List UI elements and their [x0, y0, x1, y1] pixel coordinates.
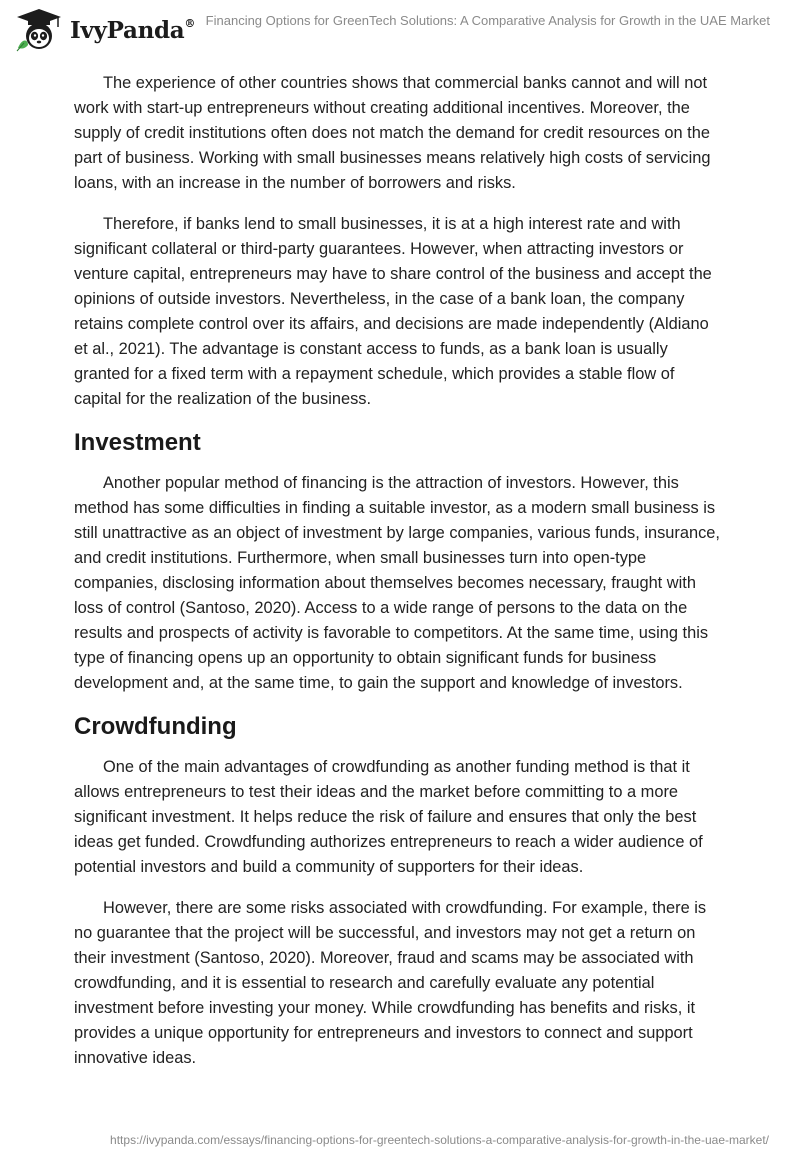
- essay-body: [74, 71, 724, 1087]
- logo-wordmark: IvyPanda®: [70, 16, 196, 44]
- paragraph-crowdfunding-risks: However, there are some risks associated with crowdfunding. For example, there is no guarantee that the project will be successful, and investors may not get a return on their investment (Santoso, 2020). Moreover, fraud and scams may be associated with crowdfunding, and it is essential to research and carefully evaluate any potential investment before investing your money. While crowdfunding has benefits and risks, it provides a unique opportunity for entrepreneurs and investors to connect and support innovative ideas.: [74, 899, 707, 1067]
- paragraph-crowdfunding-advantages: One of the main advantages of crowdfunding as another funding method is that it allows entrepreneurs to test their ideas and the market before committing to a more significant investment. It helps reduce the risk of failure and ensures that only the best ideas get funded. Crowdfunding authorizes entrepreneurs to reach a wider audience of potential investors and build a community of supporters for their ideas.: [74, 758, 703, 876]
- document-title: Financing Options for GreenTech Solutions: A Comparative Analysis for Growth in the UAE Market: [205, 13, 770, 28]
- heading-investment: Investment: [74, 429, 201, 456]
- heading-crowdfunding: Crowdfunding: [74, 713, 237, 740]
- paragraph-investment: Another popular method of financing is the attraction of investors. However, this method has some difficulties in finding a suitable investor, as a modern small business is still unattractive as an object of investment by large companies, various funds, insurance, and credit institutions. Furthermore, when small businesses turn into open-type companies, disclosing information about themselves becomes necessary, fraught with loss of control (Santoso, 2020). Access to a wide range of persons to the data on the results and prospects of activity is favorable to competitors. At the same time, using this type of financing opens up an opportunity to obtain significant funds for business development and, at the same time, to gain the support and knowledge of investors.: [74, 474, 720, 692]
- source-url[interactable]: https://ivypanda.com/essays/financing-options-for-greentech-solutions-a-comparative-analysis-for-growth-in-the-uae-market/: [110, 1133, 769, 1147]
- paragraph-bank-incentives: The experience of other countries shows that commercial banks cannot and will not work with start-up entrepreneurs without creating additional incentives. Moreover, the supply of credit institutions often does not match the demand for credit resources on the part of business. Working with small businesses means relatively high costs of servicing loans, with an increase in the number of borrowers and risks.: [74, 74, 711, 192]
- panda-logo-icon: [14, 8, 64, 52]
- ivypanda-logo[interactable]: [14, 8, 195, 52]
- paragraph-bank-loans: Therefore, if banks lend to small businesses, it is at a high interest rate and with significant collateral or third-party guarantees. However, when attracting investors or venture capital, entrepreneurs may have to share control of the business and accept the opinions of outside investors. Nevertheless, in the case of a bank loan, the company retains complete control over its affairs, and decisions are made independently (Aldiano et al., 2021). The advantage is constant access to funds, as a bank loan is usually granted for a fixed term with a repayment schedule, which provides a stable flow of capital for the realization of the business.: [74, 215, 712, 408]
- page-header: [0, 0, 800, 60]
